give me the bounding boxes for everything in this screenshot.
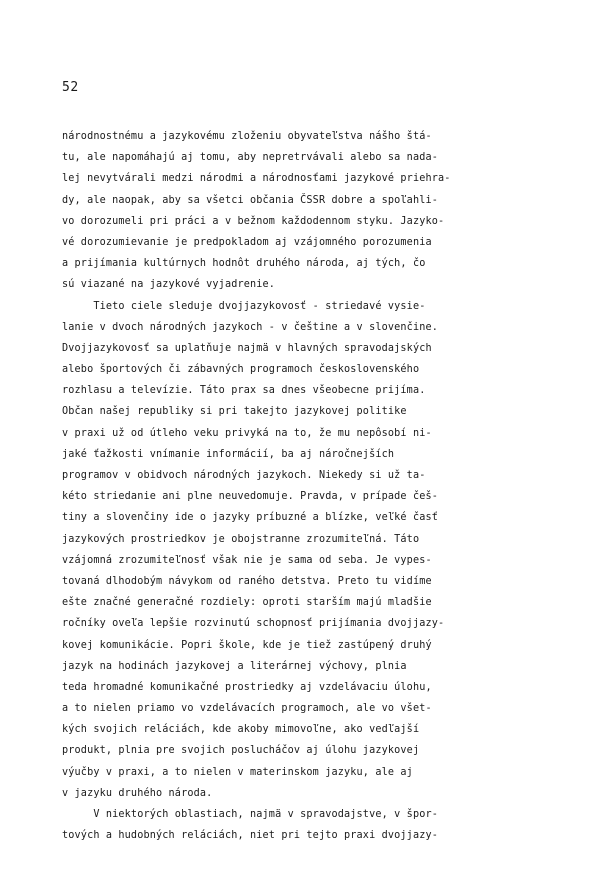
text-line: kéto striedanie ani plne neuvedomuje. Pravda, v prípade češ- <box>62 490 439 503</box>
text-line: tovaná dlhodobým návykom od raného detstva. Preto tu vidíme <box>62 574 432 587</box>
text-line: tových a hudobných reláciách, niet pri tejto praxi dvojjazy- <box>62 829 439 842</box>
text-line: vé dorozumievanie je predpokladom aj vzájomného porozumenia <box>62 235 432 248</box>
text-line: v jazyku druhého národa. <box>62 786 213 799</box>
text-line: lej nevytvárali medzi národmi a národnosťami jazykové priehra- <box>62 172 451 185</box>
text-line: Tieto ciele sleduje dvojjazykovosť - striedavé vysie- <box>62 299 426 312</box>
text-line: sú viazané na jazykové vyjadrenie. <box>62 278 276 291</box>
page-number: 52 <box>62 80 79 95</box>
text-line: alebo športových či zábavných programoch československého <box>62 363 420 376</box>
text-line: teda hromadné komunikačné prostriedky aj vzdelávaciu úlohu, <box>62 680 432 693</box>
text-line: kovej komunikácie. Popri škole, kde je tiež zastúpený druhý <box>62 638 432 651</box>
text-line: produkt, plnia pre svojich poslucháčov aj úlohu jazykovej <box>62 744 420 757</box>
text-line: kých svojich reláciách, kde akoby mimovoľne, ako vedľajší <box>62 723 420 736</box>
text-line: dy, ale naopak, aby sa všetci občania ČSSR dobre a spoľahli- <box>62 193 439 206</box>
text-line: rozhlasu a televízie. Táto prax sa dnes všeobecne prijíma. <box>62 384 426 397</box>
text-line: lanie v dvoch národných jazykoch - v češtine a v slovenčine. <box>62 320 439 333</box>
text-line: a prijímania kultúrnych hodnôt druhého národa, aj tých, čo <box>62 257 426 270</box>
text-line: programov v obidvoch národných jazykoch. Niekedy si už ta- <box>62 469 426 481</box>
text-line: tu, ale napomáhajú aj tomu, aby nepretrvávali alebo sa nada- <box>62 151 439 164</box>
text-line: ročníky oveľa lepšie rozvinutú schopnosť prijímania dvojjazy- <box>62 617 445 630</box>
text-line: tiny a slovenčiny ide o jazyky príbuzné a blízke, veľké časť <box>62 511 439 524</box>
text-line: ešte značné generačné rozdiely: oproti starším majú mladšie <box>62 596 432 609</box>
text-line: Občan našej republiky si pri takejto jazykovej politike <box>62 405 407 418</box>
text-line: jaké ťažkosti vnímanie informácií, ba aj náročnejších <box>62 447 395 460</box>
body-text <box>62 126 582 846</box>
text-line: v praxi už od útleho veku privyká na to, že mu nepôsobí ni- <box>62 426 432 439</box>
text-line: a to nielen priamo vo vzdelávacích programoch, ale vo všet- <box>62 702 432 715</box>
text-line: národnostnému a jazykovému zloženiu obyvateľstva nášho štá- <box>62 130 432 142</box>
text-line: vzájomná zrozumiteľnosť však nie je sama od seba. Je vypes- <box>62 553 432 566</box>
text-line: vo dorozumeli pri práci a v bežnom každodennom styku. Jazyko- <box>62 214 445 227</box>
text-line: Dvojjazykovosť sa uplatňuje najmä v hlavných spravodajských <box>62 341 432 354</box>
text-line: jazykových prostriedkov je obojstranne zrozumiteľná. Táto <box>62 532 420 545</box>
text-line: výučby v praxi, a to nielen v materinskom jazyku, ale aj <box>62 765 413 778</box>
text-line: V niektorých oblastiach, najmä v spravodajstve, v špor- <box>62 808 439 820</box>
text-line: jazyk na hodinách jazykovej a literárnej výchovy, plnia <box>62 659 407 672</box>
